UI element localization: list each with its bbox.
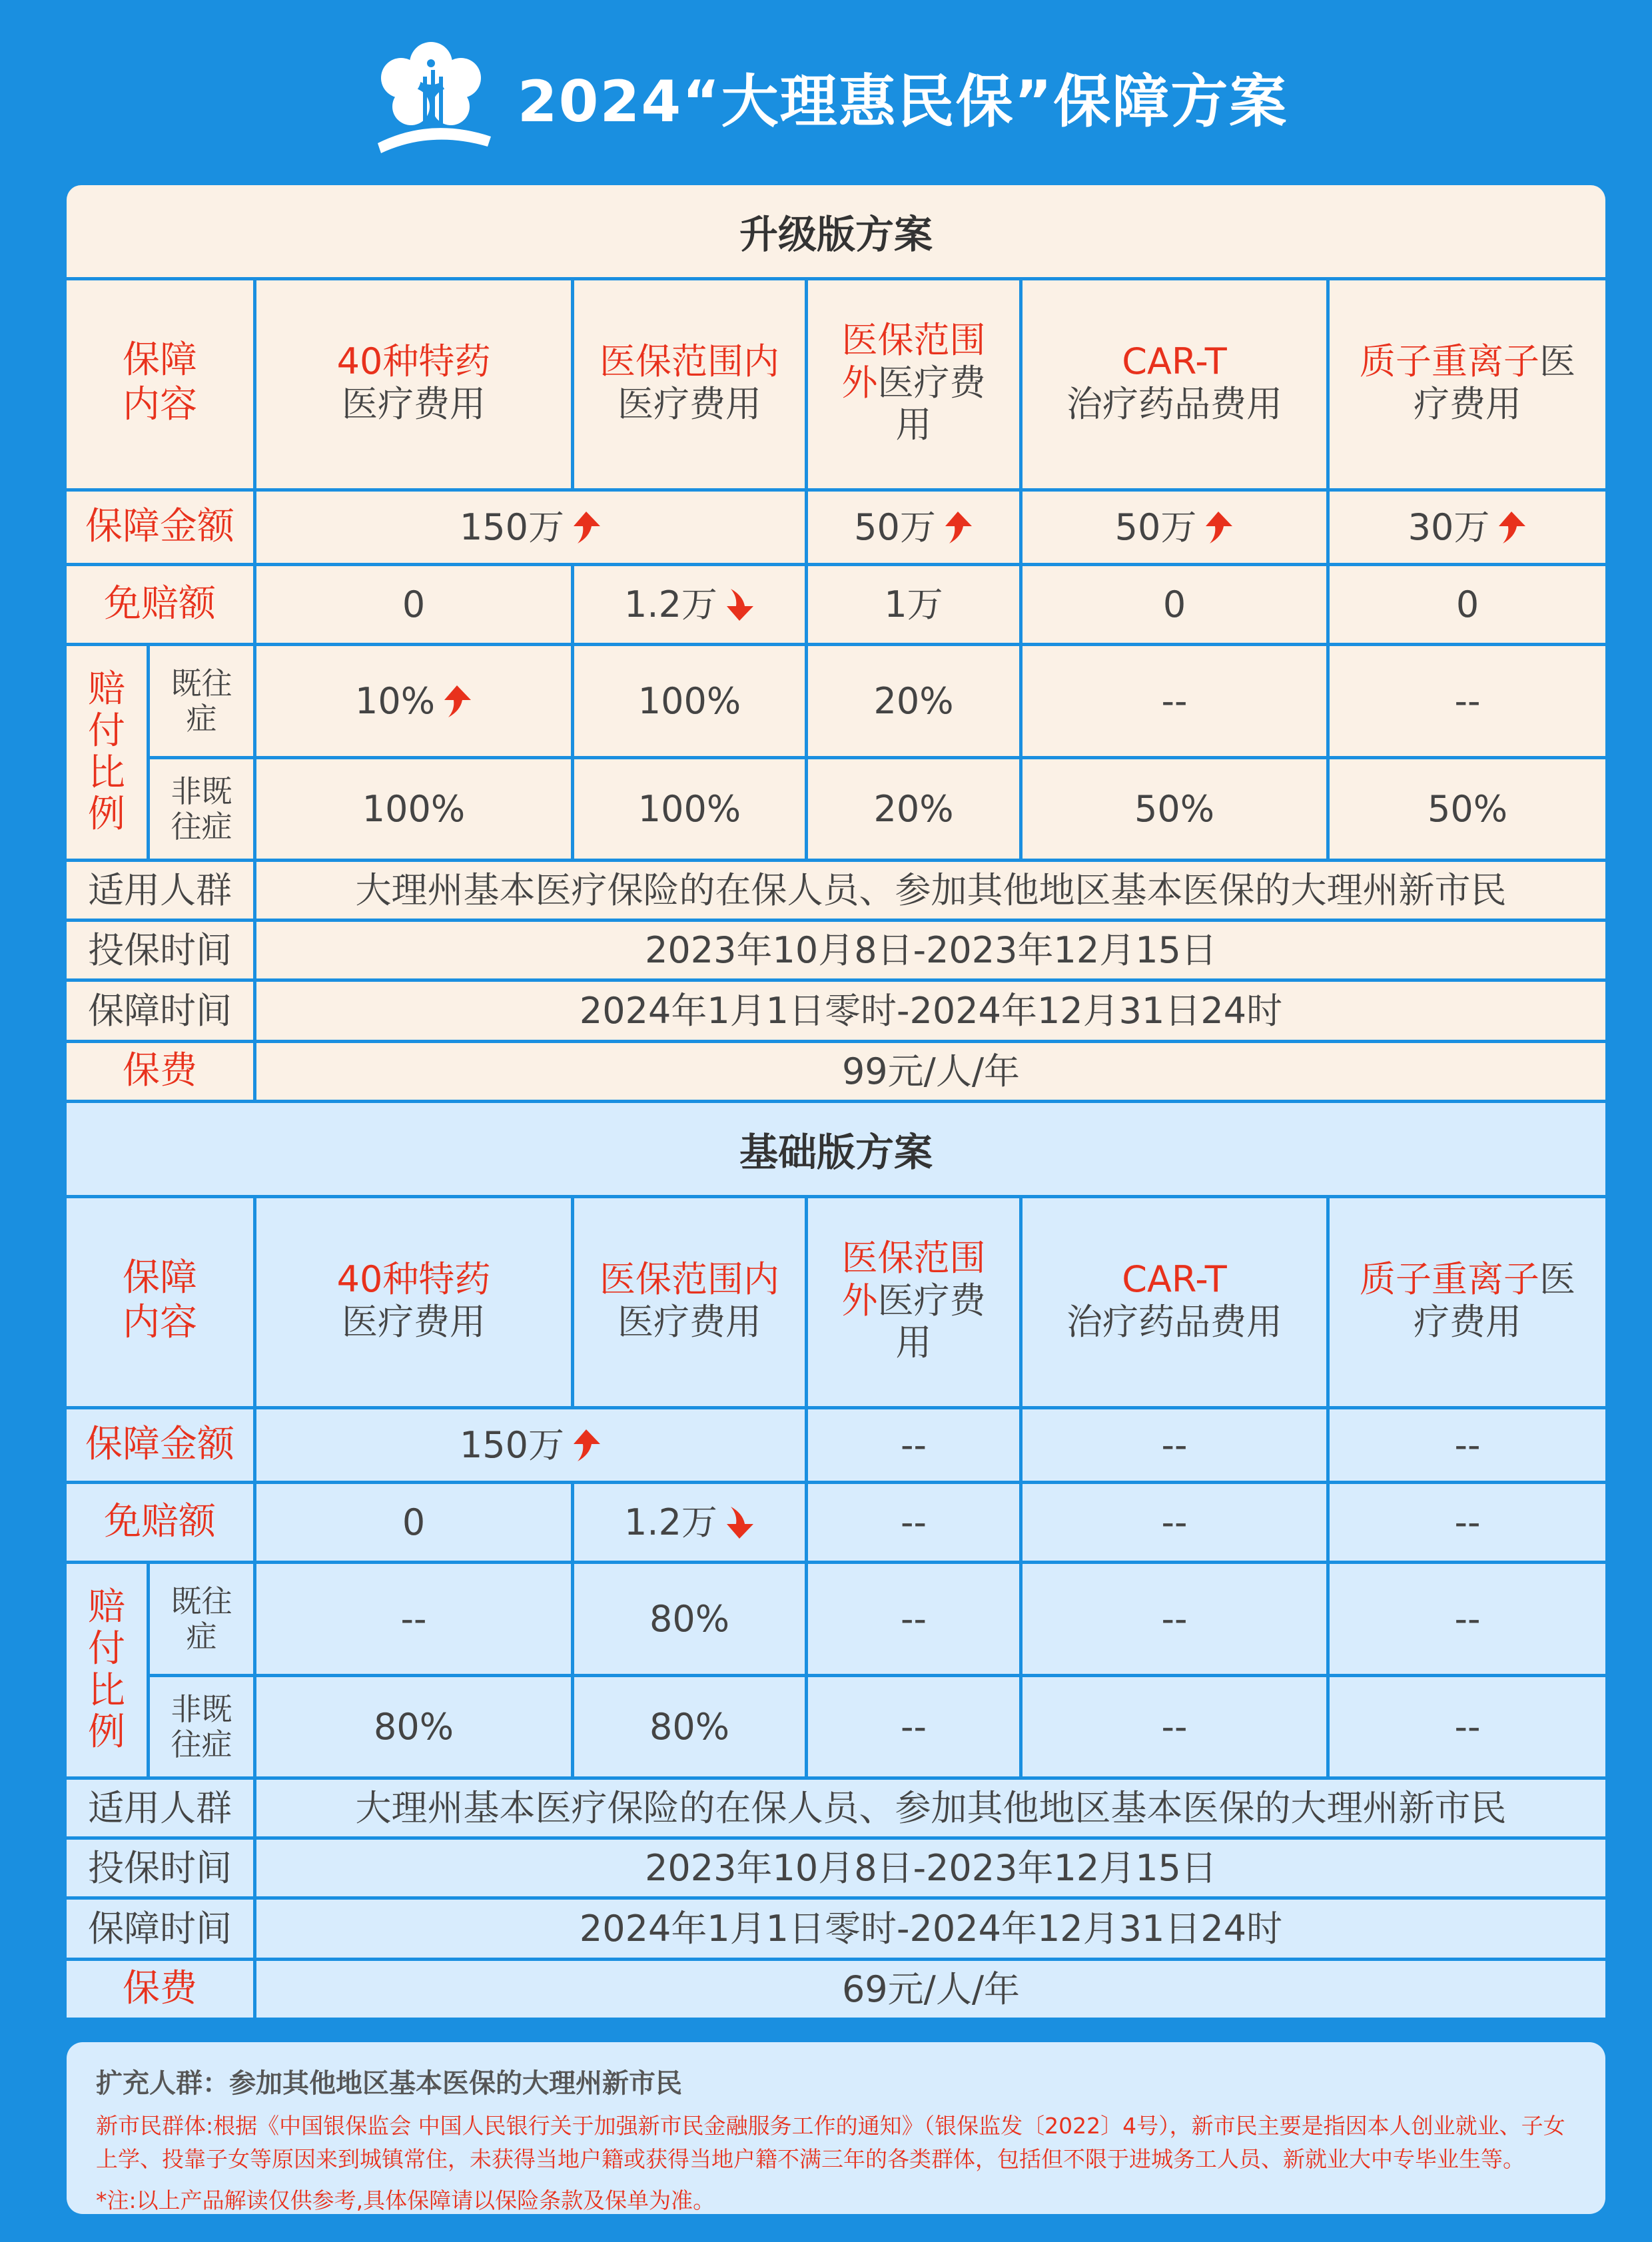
coverage-item-highlight: 医保范围内 (600, 340, 779, 382)
deductible-value-text: 0 (1455, 583, 1479, 625)
enroll-period-value (256, 922, 1605, 982)
amount-value (1330, 1409, 1605, 1484)
coverage-item (808, 277, 1023, 492)
amount-label-text: 保障金额 (85, 505, 234, 549)
pre-condition-ratio-text: 10% (354, 679, 436, 722)
pre-condition-ratio-text: -- (901, 1597, 927, 1640)
non-pre-condition-ratio (808, 1677, 1023, 1780)
deductible-value-text: -- (1454, 1501, 1481, 1543)
pre-condition-ratio-text: 100% (637, 679, 741, 722)
non-pre-condition-ratio-text: 80% (649, 1705, 730, 1748)
enroll-period-value-text: 2023年10月8日-2023年12月15日 (645, 1846, 1217, 1889)
deductible-value (1330, 566, 1605, 646)
non-pre-condition-ratio (574, 1677, 808, 1780)
deductible-value-text: 1万 (884, 583, 943, 625)
amount-value (808, 492, 1023, 566)
enroll-period-label (67, 1840, 256, 1900)
coverage-item-text (337, 1258, 491, 1343)
coverage-item-text (827, 319, 1001, 446)
non-pre-condition-ratio-text: 100% (637, 787, 741, 830)
pre-condition-label (150, 646, 256, 759)
non-pre-condition-ratio (574, 759, 808, 862)
amount-value-text: 30万 (1408, 506, 1490, 548)
amount-value (256, 492, 808, 566)
non-pre-condition-ratio-text: 50% (1134, 787, 1215, 830)
amount-value (1023, 1409, 1330, 1484)
coverage-item-highlight: CAR-T (1122, 340, 1227, 382)
coverage-item-rest: 医疗费用 (342, 1300, 486, 1343)
premium-value-text: 69元/人/年 (841, 1968, 1021, 2010)
non-pre-condition-label (150, 759, 256, 862)
deductible-value (1330, 1484, 1605, 1564)
basic-plan-panel (67, 1103, 1605, 2021)
ratio-label (67, 646, 150, 862)
amount-value-text: -- (1454, 1423, 1481, 1466)
premium-value-text: 99元/人/年 (841, 1050, 1021, 1092)
non-pre-condition-ratio-text: 100% (362, 787, 466, 830)
deductible-value-text: -- (1161, 1501, 1188, 1543)
footer-notes (67, 2042, 1605, 2214)
deductible-value (808, 1484, 1023, 1564)
arrow-down-icon (724, 587, 755, 622)
premium-value (256, 1961, 1605, 2021)
coverage-item-rest: 医疗费用 (877, 1279, 986, 1364)
coverage-item-highlight: 医保范围外 (841, 318, 986, 404)
coverage-item-text (593, 340, 787, 425)
enroll-period-label-text: 投保时间 (88, 929, 232, 971)
target-group-value-text: 大理州基本医疗保险的在保人员、参加其他地区基本医保的大理州新市民 (355, 1786, 1507, 1829)
coverage-item-text (1350, 340, 1585, 425)
deductible-value-text: -- (901, 1501, 927, 1543)
non-pre-condition-ratio (1023, 1677, 1330, 1780)
amount-value-text: 50万 (1114, 506, 1197, 548)
non-pre-condition-ratio (1330, 759, 1605, 862)
deductible-label-text: 免赔额 (104, 1500, 216, 1544)
deductible-label (67, 566, 256, 646)
coverage-item (574, 1195, 808, 1409)
enroll-period-value-text: 2023年10月8日-2023年12月15日 (645, 929, 1217, 971)
coverage-item-text (593, 1258, 787, 1343)
footer-body: 新市民群体:根据《中国银保监会 中国人民银行关于加强新市民金融服务工作的通知》（银保监发〔2022〕4号），新市民主要是指因本人创业就业、子女上学、投靠子女等原因来到城镇常住，未获得当地户籍或获得当地户籍不满三年的各类群体，包括但不限于进城务工人员、新就业大中专毕业生等。 (96, 2113, 1565, 2172)
non-pre-condition-label-text: 非既 往症 (171, 773, 232, 845)
pre-condition-ratio (256, 646, 574, 759)
arrow-up-icon (943, 510, 973, 545)
deductible-value (574, 566, 808, 646)
non-pre-condition-ratio (1023, 759, 1330, 862)
deductible-value (256, 1484, 574, 1564)
coverage-period-label (67, 1900, 256, 1961)
arrow-up-icon (442, 684, 472, 719)
coverage-period-label-text: 保障时间 (88, 989, 232, 1032)
coverage-label-text: 保障 内容 (123, 338, 197, 426)
amount-label (67, 1409, 256, 1484)
footer-note: *注:以上产品解读仅供参考,具体保障请以保险条款及保单为准。 (96, 2187, 715, 2213)
arrow-up-icon (1496, 510, 1527, 545)
non-pre-condition-ratio (256, 759, 574, 862)
coverage-item (574, 277, 808, 492)
pre-condition-ratio (1330, 646, 1605, 759)
coverage-item-text (1066, 1258, 1282, 1343)
deductible-value (808, 566, 1023, 646)
coverage-period-label-text: 保障时间 (88, 1907, 232, 1950)
non-pre-condition-ratio-text: 50% (1427, 787, 1508, 830)
pre-condition-ratio (1023, 646, 1330, 759)
coverage-item (1330, 1195, 1605, 1409)
target-group-label-text: 适用人群 (88, 1786, 232, 1829)
deductible-value-text: 1.2万 (624, 1501, 717, 1543)
coverage-label (67, 277, 256, 492)
target-group-value-text: 大理州基本医疗保险的在保人员、参加其他地区基本医保的大理州新市民 (355, 869, 1507, 911)
target-group-label-text: 适用人群 (88, 869, 232, 911)
deductible-value (1023, 566, 1330, 646)
pre-condition-ratio (1023, 1564, 1330, 1677)
arrow-down-icon (724, 1505, 755, 1540)
enroll-period-label (67, 922, 256, 982)
deductible-label (67, 1484, 256, 1564)
coverage-item-highlight: CAR-T (1122, 1258, 1227, 1300)
coverage-item-rest: 治疗药品费用 (1066, 382, 1282, 425)
non-pre-condition-label-text: 非既 往症 (171, 1690, 232, 1762)
target-group-label (67, 1780, 256, 1840)
coverage-period-value (256, 982, 1605, 1043)
non-pre-condition-ratio (1330, 1677, 1605, 1780)
amount-value-text: -- (901, 1423, 927, 1466)
coverage-label-text: 保障 内容 (123, 1256, 197, 1344)
upgrade-plan-panel (67, 185, 1605, 1103)
coverage-label (67, 1195, 256, 1409)
coverage-period-label (67, 982, 256, 1043)
deductible-value (574, 1484, 808, 1564)
target-group-value (256, 1780, 1605, 1840)
coverage-item (1023, 277, 1330, 492)
header (0, 47, 1652, 147)
pre-condition-ratio-text: -- (1454, 1597, 1481, 1640)
coverage-period-value-text: 2024年1月1日零时-2024年12月31日24时 (579, 989, 1283, 1032)
coverage-item-rest: 医疗费用 (618, 382, 761, 425)
logo-icon (364, 37, 498, 157)
amount-label (67, 492, 256, 566)
coverage-item-text (1066, 340, 1282, 425)
coverage-item-highlight: 医保范围内 (600, 1258, 779, 1300)
coverage-item-text (337, 340, 491, 425)
deductible-label-text: 免赔额 (104, 582, 216, 626)
pre-condition-ratio (808, 1564, 1023, 1677)
pre-condition-label-text: 既往 症 (171, 1583, 232, 1655)
coverage-item-text (1350, 1258, 1585, 1343)
plan-title: 基础版方案 (67, 1103, 1605, 1198)
ratio-label (67, 1564, 150, 1780)
coverage-item (256, 1195, 574, 1409)
deductible-value-text: 0 (402, 583, 426, 625)
coverage-item-rest: 医疗费用 (1414, 1258, 1575, 1343)
amount-value (1330, 492, 1605, 566)
ratio-label-text: 赔付比例 (88, 667, 125, 837)
enroll-period-label-text: 投保时间 (88, 1846, 232, 1889)
coverage-item (1023, 1195, 1330, 1409)
amount-value (808, 1409, 1023, 1484)
non-pre-condition-ratio-text: -- (1161, 1705, 1188, 1748)
enroll-period-value (256, 1840, 1605, 1900)
pre-condition-ratio (574, 1564, 808, 1677)
plan-title: 升级版方案 (67, 185, 1605, 280)
amount-value (1023, 492, 1330, 566)
coverage-item-highlight: 质子重离子 (1360, 1258, 1539, 1300)
pre-condition-ratio (574, 646, 808, 759)
non-pre-condition-ratio (256, 1677, 574, 1780)
ratio-label-text: 赔付比例 (88, 1585, 125, 1754)
non-pre-condition-ratio-text: 80% (373, 1705, 454, 1748)
coverage-period-value-text: 2024年1月1日零时-2024年12月31日24时 (579, 1907, 1283, 1950)
pre-condition-ratio-text: -- (1161, 679, 1188, 722)
deductible-value (1023, 1484, 1330, 1564)
target-group-value (256, 862, 1605, 922)
coverage-period-value (256, 1900, 1605, 1961)
pre-condition-ratio-text: 20% (873, 679, 954, 722)
coverage-item-rest: 医疗费用 (1414, 340, 1575, 425)
non-pre-condition-ratio (808, 759, 1023, 862)
page-title: 2024“大理惠民保”保障方案 (517, 69, 1288, 135)
non-pre-condition-ratio-text: -- (901, 1705, 927, 1748)
amount-value-text: 50万 (854, 506, 936, 548)
coverage-item (256, 277, 574, 492)
premium-label (67, 1961, 256, 2021)
coverage-item-highlight: 医保范围外 (841, 1236, 986, 1321)
pre-condition-ratio-text: 80% (649, 1597, 730, 1640)
coverage-item (1330, 277, 1605, 492)
target-group-label (67, 862, 256, 922)
deductible-value (256, 566, 574, 646)
coverage-item (808, 1195, 1023, 1409)
arrow-up-icon (1203, 510, 1234, 545)
amount-value-text: -- (1161, 1423, 1188, 1466)
pre-condition-ratio-text: -- (400, 1597, 427, 1640)
coverage-item-rest: 治疗药品费用 (1066, 1300, 1282, 1343)
pre-condition-ratio-text: -- (1161, 1597, 1188, 1640)
coverage-item-highlight: 40种特药 (336, 1258, 491, 1300)
pre-condition-ratio (808, 646, 1023, 759)
coverage-item-rest: 医疗费用 (618, 1300, 761, 1343)
amount-value-text: 150万 (459, 1423, 565, 1466)
pre-condition-ratio (256, 1564, 574, 1677)
deductible-value-text: 0 (402, 1501, 426, 1543)
coverage-item-highlight: 40种特药 (336, 340, 491, 382)
non-pre-condition-ratio-text: -- (1454, 1705, 1481, 1748)
pre-condition-ratio (1330, 1564, 1605, 1677)
pre-condition-label-text: 既往 症 (171, 665, 232, 737)
non-pre-condition-ratio-text: 20% (873, 787, 954, 830)
amount-value-text: 150万 (459, 506, 565, 548)
non-pre-condition-label (150, 1677, 256, 1780)
coverage-item-rest: 医疗费用 (877, 361, 986, 446)
premium-label-text: 保费 (123, 1967, 197, 2011)
coverage-item-highlight: 质子重离子 (1360, 340, 1539, 382)
pre-condition-label (150, 1564, 256, 1677)
premium-label (67, 1043, 256, 1103)
premium-label-text: 保费 (123, 1049, 197, 1093)
deductible-value-text: 1.2万 (624, 583, 717, 625)
coverage-item-rest: 医疗费用 (342, 382, 486, 425)
pre-condition-ratio-text: -- (1454, 679, 1481, 722)
arrow-up-icon (571, 510, 602, 545)
premium-value (256, 1043, 1605, 1103)
amount-label-text: 保障金额 (85, 1423, 234, 1467)
amount-value (256, 1409, 808, 1484)
deductible-value-text: 0 (1162, 583, 1186, 625)
footer-heading: 扩充人群：参加其他地区基本医保的大理州新市民 (96, 2068, 682, 2099)
coverage-item-text (827, 1237, 1001, 1364)
arrow-up-icon (571, 1428, 602, 1463)
